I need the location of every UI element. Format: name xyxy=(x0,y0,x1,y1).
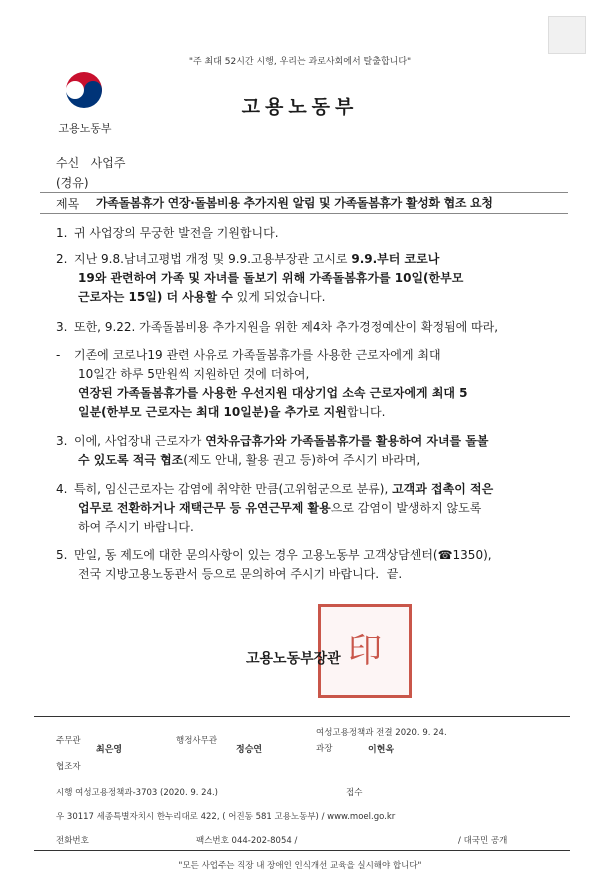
qr-code xyxy=(548,16,586,54)
paragraph-1: 1. 귀 사업장의 무궁한 발전을 기원합니다. xyxy=(56,226,279,240)
admin-name: 정승연 xyxy=(236,745,263,755)
subject-label: 제목 xyxy=(56,197,80,211)
end-mark: 끝. xyxy=(386,567,403,581)
postal-address: 우 30117 세종특별자치시 한누리대로 422, ( 어진동 581 고용노동부) / www.moel.go.kr xyxy=(56,812,396,822)
phone-label: 전화번호 xyxy=(56,836,89,846)
policy-note: 여성고용정책과 전결 2020. 9. 24. xyxy=(316,728,447,738)
header-slogan: "주 최대 52시간 시행, 우리는 과로사회에서 탈출합니다" xyxy=(188,57,412,67)
logo-text: 고용노동부 xyxy=(58,122,112,135)
footer-divider-bottom xyxy=(34,850,570,851)
coop-label: 협조자 xyxy=(56,762,81,772)
paragraph-3: 3. 또한, 9.22. 가족돌봄비용 추가지원을 위한 제4차 추가경정예산이 확정됨에 따라, xyxy=(56,320,499,334)
paragraph-4: 3. 이에, 사업장내 근로자가 연차유급휴가와 가족돌봄휴가를 활용하여 자녀를 돌볼 수 있도록 적극 협조(제도 안내, 활용 권고 등)하여 주시기 바라며, xyxy=(56,434,489,467)
subject-text: 가족돌봄휴가 연장·돌봄비용 추가지원 알림 및 가족돌봄휴가 활성화 협조 요청 xyxy=(96,196,493,210)
enforce-info: 시행 여성고용정책과-3703 (2020. 9. 24.) xyxy=(56,788,219,798)
staff-label: 주무관 xyxy=(56,736,81,746)
sender-title: 고용노동부장관 xyxy=(246,651,341,667)
via-label: (경유) xyxy=(56,176,89,190)
chief-label: 과장 xyxy=(316,744,333,754)
footer-slogan: "모든 사업주는 직장 내 장애인 인식개선 교육을 실시해야 합니다" xyxy=(178,861,422,871)
recipient-label: 수신 xyxy=(56,156,80,170)
recipient-value: 사업주 xyxy=(90,156,126,170)
staff-name: 최은영 xyxy=(96,745,123,755)
paragraph-2: 2. 지난 9.8.남녀고평법 개정 및 9.9.고용부장관 고시로 9.9.부터 코로나 19와 관련하여 가족 및 자녀를 돌보기 위해 가족돌봄휴가를 10일(한부모 근로자는 15일) 더 사용할 수 있게 되었습니다. xyxy=(56,252,464,304)
ministry-title: 고용노동부 xyxy=(241,96,359,118)
admin-label: 행정사무관 xyxy=(176,736,218,746)
footer-divider xyxy=(34,716,570,717)
chief-name: 이현옥 xyxy=(368,745,395,755)
public-disclosure: / 대국민 공개 xyxy=(458,836,508,846)
paragraph-3-sub: - 기존에 코로나19 관련 사유로 가족돌봄휴가를 사용한 근로자에게 최대 10일간 하루 5만원씩 지원하던 것에 더하여, 연장된 가족돌봄휴가를 사용한 우선지원 대상기업 소속 근로자에게 최대 5 일분(한부모 근로자는 최대 10일분)을 추가로 지원합니다. xyxy=(56,348,468,419)
paragraph-5: 4. 특히, 임신근로자는 감염에 취약한 만큼(고위험군으로 분류), 고객과 접촉이 적은 업무로 전환하거나 재택근무 등 유연근무제 활용으로 감염이 발생하지 않도록 하여 주시기 바랍니다. xyxy=(56,482,494,534)
seal-text: 印 xyxy=(348,631,382,671)
paragraph-6: 5. 만일, 동 제도에 대한 문의사항이 있는 경우 고용노동부 고객상담센터(☎1350), 전국 지방고용노동관서 등으로 문의하여 주시기 바랍니다. 끝. xyxy=(56,548,492,581)
fax-info: 팩스번호 044-202-8054 / xyxy=(196,836,298,846)
receipt-label: 접수 xyxy=(346,788,363,798)
recipient-row xyxy=(56,154,125,171)
